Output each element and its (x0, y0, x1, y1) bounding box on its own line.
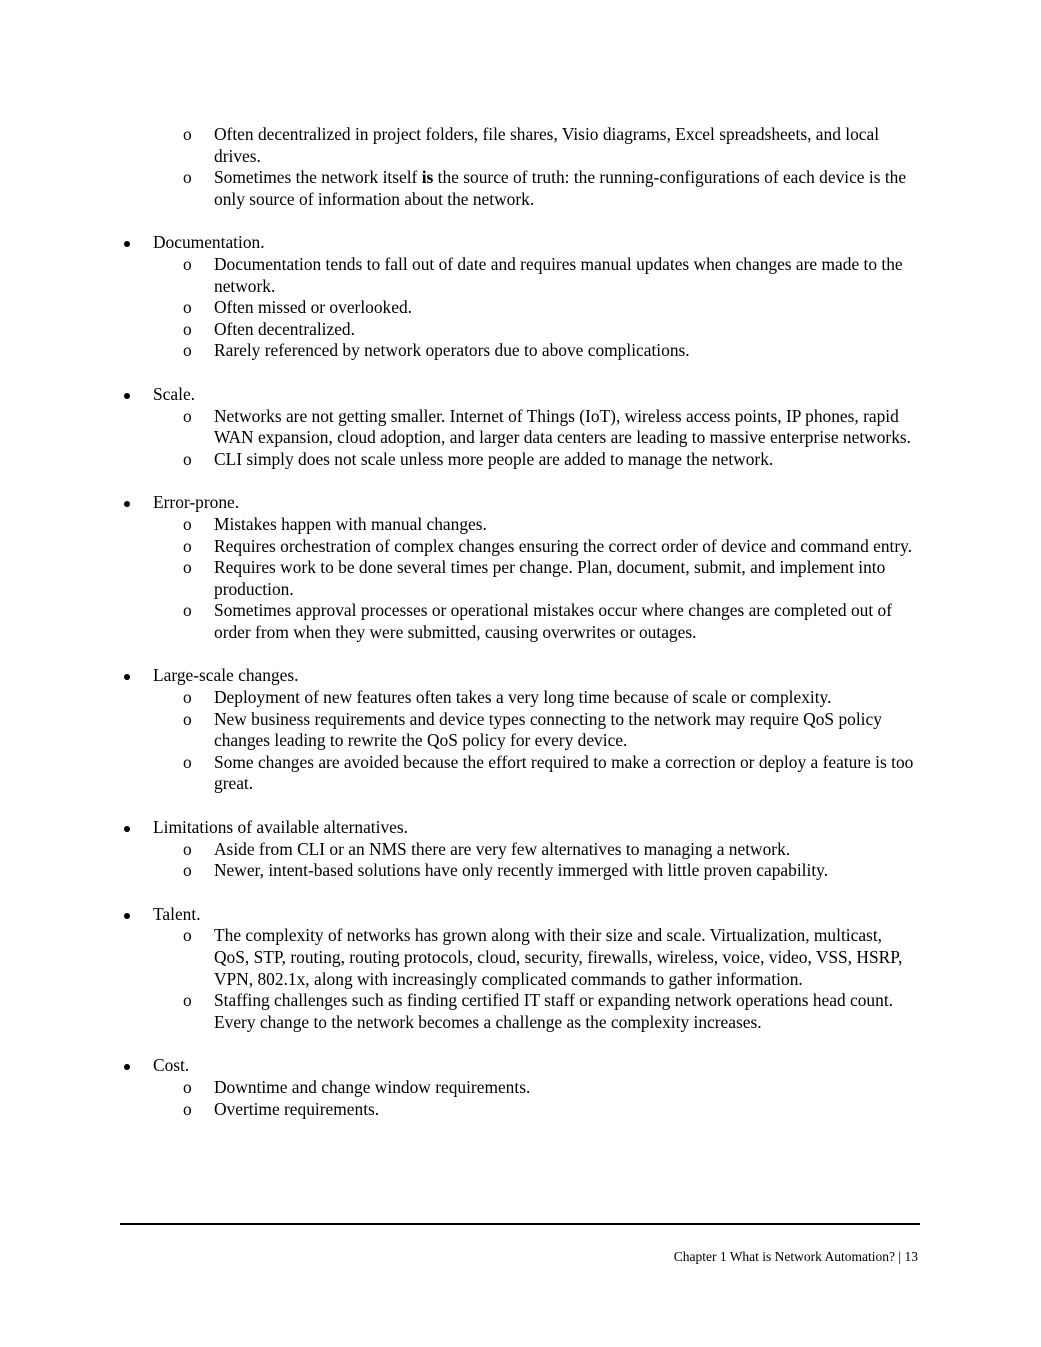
sub-list-item (183, 708, 918, 752)
circle-bullet-icon: o (183, 318, 192, 339)
bullet-heading: Error-prone. (153, 492, 240, 513)
bullet-heading: Cost. (153, 1055, 190, 1076)
item-text: Aside from CLI or an NMS there are very few alternatives to managing a network. (214, 838, 791, 859)
item-text: Often missed or overlooked. (214, 297, 413, 318)
sub-list-item (183, 557, 918, 600)
item-text: CLI simply does not scale unless more people are added to manage the network. (214, 448, 774, 469)
bullet-item (153, 232, 1041, 254)
bullet-item (153, 817, 1041, 839)
bullet-dot-icon (124, 241, 130, 247)
bullet-dot-icon (124, 826, 130, 832)
item-text: Downtime and change window requirements. (214, 1076, 531, 1097)
page-content (0, 124, 1041, 1120)
bullet-dot-icon (124, 393, 130, 399)
bullet-heading: Talent. (153, 903, 201, 924)
item-text: Sometimes approval processes or operational mistakes occur where changes are completed out of order from when they were submitted, causing overwrites or outages. (214, 600, 892, 642)
circle-bullet-icon: o (183, 990, 192, 1011)
sub-list-item (183, 535, 918, 558)
circle-bullet-icon: o (183, 687, 192, 708)
circle-bullet-icon: o (183, 1076, 192, 1097)
page-footer: Chapter 1 What is Network Automation? | 13 (673, 1249, 918, 1264)
circle-bullet-icon: o (183, 448, 192, 469)
sub-list-item (183, 340, 918, 362)
bullet-heading: Large-scale changes. (153, 665, 299, 686)
sub-list-item (183, 687, 918, 709)
sub-list-item (183, 925, 918, 990)
sub-list-item (183, 405, 918, 449)
item-text: Networks are not getting smaller. Internet of Things (IoT), wireless access points, IP phones, rapid WAN expansion, cloud adoption, and larger data centers are leading to massive enterprise networks. (214, 405, 912, 448)
item-text: the source of truth: the running-configurations of each device is the only source of information about the network. (214, 167, 907, 209)
circle-bullet-icon: o (183, 513, 192, 534)
sub-list-item (183, 990, 918, 1033)
circle-bullet-icon: o (183, 838, 192, 859)
item-text: Documentation tends to fall out of date and requires manual updates when changes are made to the network. (214, 253, 903, 296)
circle-bullet-icon: o (183, 124, 192, 144)
sub-list-item (183, 253, 918, 297)
item-text: Requires work to be done several times per change. Plan, document, submit, and implement into production. (214, 557, 886, 599)
bullet-section (0, 665, 1041, 795)
circle-bullet-icon: o (183, 340, 192, 361)
sub-list-item (183, 838, 918, 861)
bullet-item (153, 665, 1041, 687)
bullet-item (153, 904, 1041, 926)
item-text: Sometimes the network itself (214, 167, 422, 188)
sub-list-item (183, 600, 918, 643)
sub-list-item (183, 513, 918, 536)
circle-bullet-icon: o (183, 253, 192, 274)
item-text: Staffing challenges such as finding certified IT staff or expanding network operations head count. Every change to the network becomes a challenge as the complexity increases. (214, 990, 894, 1032)
item-text: Often decentralized in project folders, file shares, Visio diagrams, Excel spreadsheets, and local drives. (214, 124, 880, 166)
sub-list-item (183, 448, 918, 471)
bullet-item (153, 384, 1041, 406)
bullet-item (153, 492, 1041, 514)
circle-bullet-icon: o (183, 751, 192, 772)
bullet-section (0, 904, 1041, 1034)
circle-bullet-icon: o (183, 708, 192, 729)
bullet-heading: Limitations of available alternatives. (153, 817, 408, 838)
bullet-item (153, 1055, 1041, 1077)
sub-list-item (183, 167, 918, 210)
sub-list-item (183, 860, 918, 882)
sub-list-item (183, 1098, 918, 1121)
circle-bullet-icon: o (183, 925, 192, 946)
sub-list-item (183, 124, 918, 167)
item-text: Often decentralized. (214, 318, 355, 339)
bullet-dot-icon (124, 501, 130, 507)
bullet-sections (0, 232, 1041, 1120)
circle-bullet-icon: o (183, 535, 192, 556)
circle-bullet-icon: o (183, 167, 192, 188)
circle-bullet-icon: o (183, 557, 192, 578)
item-text: Rarely referenced by network operators due to above complications. (214, 340, 690, 361)
bold-text: is (421, 167, 434, 188)
sub-list-item (183, 1076, 918, 1099)
circle-bullet-icon: o (183, 600, 192, 621)
sub-list-item (183, 318, 918, 341)
bullet-heading: Scale. (153, 383, 196, 404)
bullet-heading: Documentation. (153, 232, 265, 253)
circle-bullet-icon: o (183, 297, 192, 318)
item-text: Requires orchestration of complex changes ensuring the correct order of device and command entry. (214, 535, 913, 556)
bullet-section (0, 817, 1041, 882)
circle-bullet-icon: o (183, 405, 192, 426)
intro-list (0, 124, 1041, 210)
item-text: Newer, intent-based solutions have only recently immerged with little proven capability. (214, 860, 829, 881)
bullet-dot-icon (124, 1064, 130, 1070)
bullet-section (0, 492, 1041, 643)
footer-divider (120, 1223, 920, 1225)
circle-bullet-icon: o (183, 1098, 192, 1119)
sub-list-item (183, 297, 918, 319)
item-text: Some changes are avoided because the effort required to make a correction or deploy a feature is too great. (214, 751, 914, 794)
bullet-section (0, 232, 1041, 362)
bullet-section (0, 384, 1041, 470)
bullet-dot-icon (124, 913, 130, 919)
item-text: The complexity of networks has grown along with their size and scale. Virtualization, multicast, QoS, STP, routing, routing protocols, cloud, security, firewalls, wireless, voice, video, VSS, HSRP, VPN, 802.1x, along with increasingly complicated commands to gather information. (214, 925, 903, 989)
item-text: Overtime requirements. (214, 1098, 380, 1119)
item-text: Mistakes happen with manual changes. (214, 513, 487, 534)
item-text: Deployment of new features often takes a very long time because of scale or complexity. (214, 687, 832, 708)
bullet-dot-icon (124, 674, 130, 680)
circle-bullet-icon: o (183, 860, 192, 881)
item-text: New business requirements and device types connecting to the network may require QoS policy changes leading to rewrite the QoS policy for every device. (214, 708, 882, 751)
sub-list-item (183, 751, 918, 795)
bullet-section (0, 1055, 1041, 1120)
